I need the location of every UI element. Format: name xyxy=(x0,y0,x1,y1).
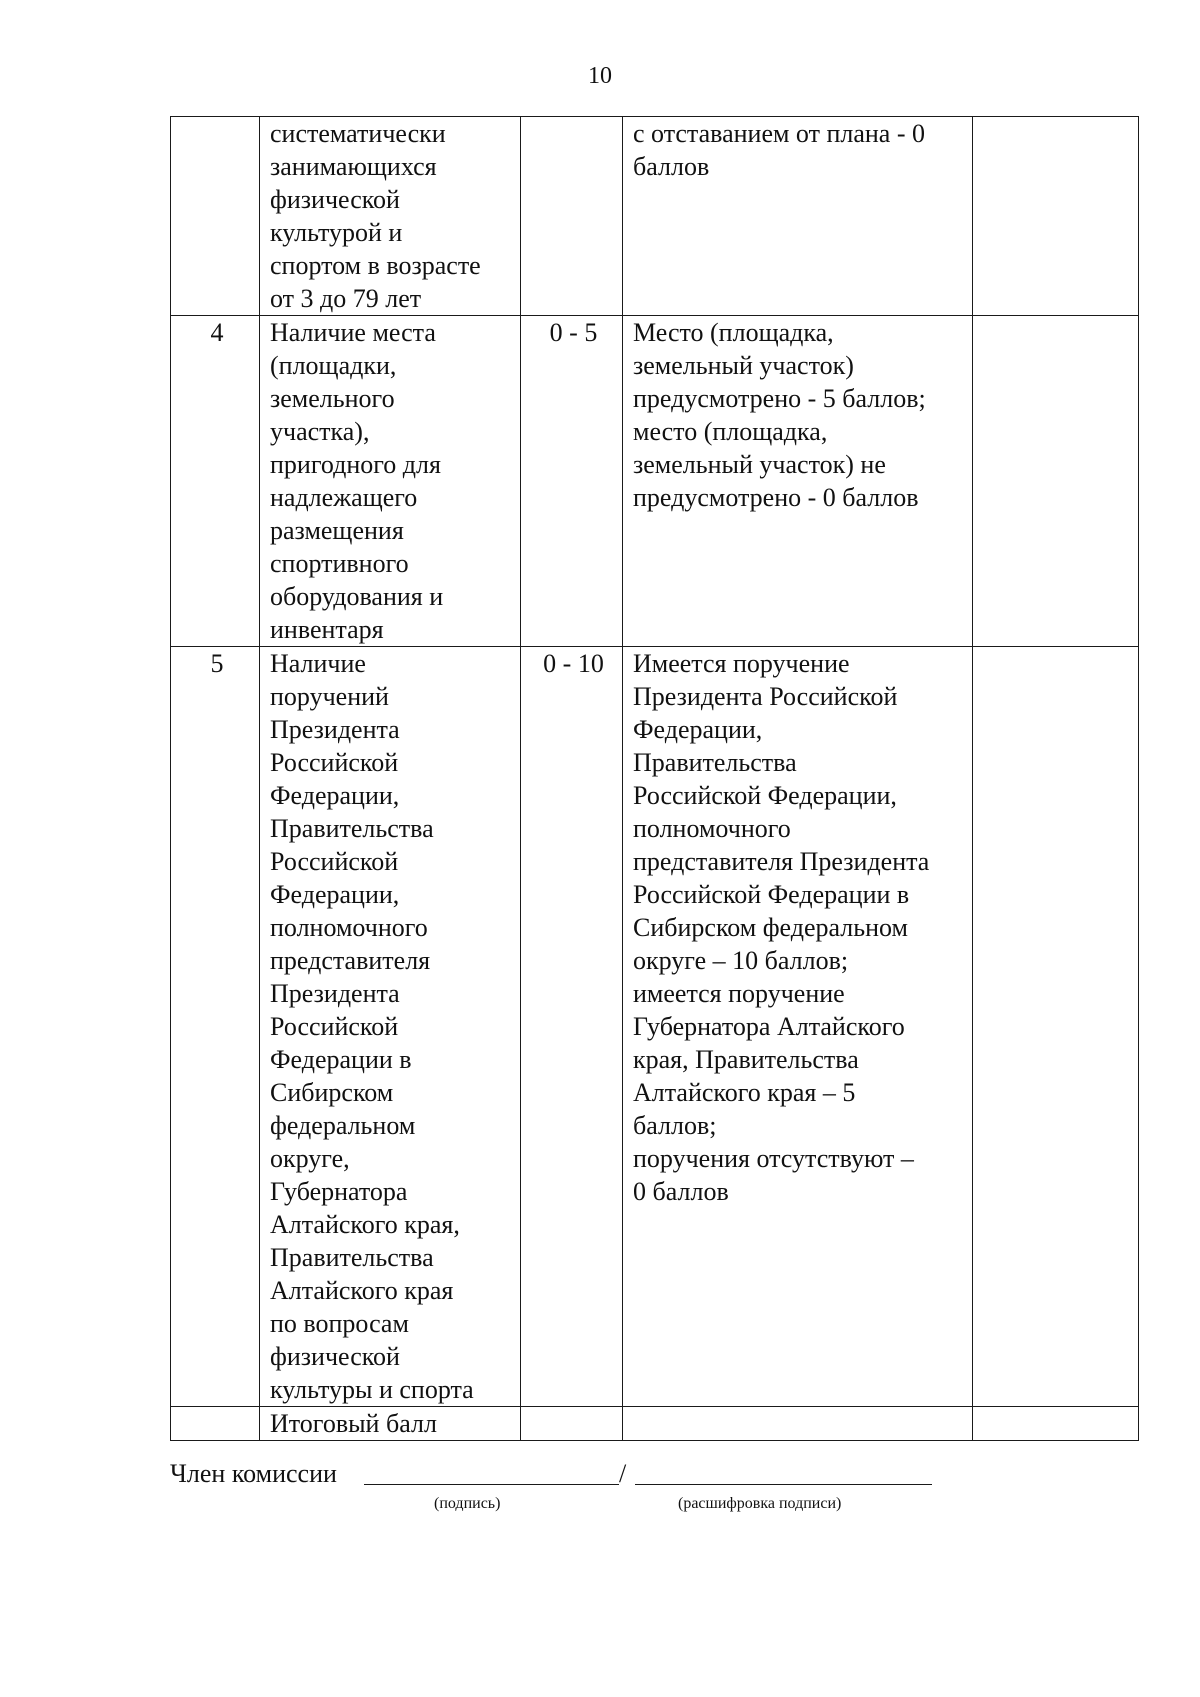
criterion-name-line: Алтайского края, xyxy=(270,1210,460,1239)
score-range-cell xyxy=(521,316,623,647)
criterion-name-line: земельного xyxy=(270,384,395,413)
scoring-rule-line: Президента Российской xyxy=(633,682,898,711)
scoring-rule-line: 0 баллов xyxy=(633,1177,729,1206)
criterion-name-line: Губернатора xyxy=(270,1177,408,1206)
scoring-rule-line: земельный участок) xyxy=(633,351,854,380)
score-cell xyxy=(973,117,1139,316)
scoring-rule-line: края, Правительства xyxy=(633,1045,859,1074)
scoring-rule-line: баллов; xyxy=(633,1111,717,1140)
criterion-name-line: систематически xyxy=(270,119,446,148)
criterion-name-line: (площадки, xyxy=(270,351,397,380)
criterion-name-line: оборудования и xyxy=(270,582,444,611)
criterion-name-cell xyxy=(260,117,521,316)
total-range-cell xyxy=(521,1407,623,1441)
table-row xyxy=(171,647,1139,1407)
criteria-table-body xyxy=(171,117,1139,1441)
signature-block xyxy=(170,1458,1070,1538)
scoring-rule-line: Правительства xyxy=(633,748,797,777)
scoring-rule-line: полномочного xyxy=(633,814,791,843)
criterion-name-line: культурой и xyxy=(270,218,403,247)
criterion-name-line: физической xyxy=(270,185,400,214)
total-label: Итоговый балл xyxy=(270,1409,437,1438)
criterion-name-cell xyxy=(260,647,521,1407)
scoring-rule-line: земельный участок) не xyxy=(633,450,886,479)
criterion-name-line: Федерации, xyxy=(270,781,400,810)
total-rule-cell xyxy=(623,1407,973,1441)
criterion-name-line: Сибирском xyxy=(270,1078,394,1107)
criterion-name-line: федеральном xyxy=(270,1111,416,1140)
scoring-rule-cell xyxy=(623,647,973,1407)
signature-line[interactable] xyxy=(364,1484,619,1485)
criterion-name-line: по вопросам xyxy=(270,1309,409,1338)
criterion-name-line: культуры и спорта xyxy=(270,1375,474,1404)
scoring-rule-line: Федерации, xyxy=(633,715,763,744)
criterion-name-line: Российской xyxy=(270,1012,399,1041)
scoring-rule-line: Место (площадка, xyxy=(633,318,834,347)
score-cell xyxy=(973,316,1139,647)
criterion-name-line: Российской xyxy=(270,748,399,777)
criterion-name-line: участка), xyxy=(270,417,370,446)
criterion-name-cell xyxy=(260,316,521,647)
row-number-cell xyxy=(171,117,260,316)
row-number: 4 xyxy=(210,318,224,347)
criteria-table xyxy=(170,116,1139,1441)
total-score-cell xyxy=(973,1407,1139,1441)
criterion-name-line: Правительства xyxy=(270,1243,434,1272)
criterion-name-line: Федерации в xyxy=(270,1045,412,1074)
criterion-name-line: физической xyxy=(270,1342,400,1371)
total-label-cell xyxy=(260,1407,521,1441)
scoring-rule-line: баллов xyxy=(633,152,710,181)
scoring-rule-line: предусмотрено - 0 баллов xyxy=(633,483,919,512)
criterion-name-line: пригодного для xyxy=(270,450,441,479)
criterion-name-line: Наличие места xyxy=(270,318,436,347)
scoring-rule-line: Губернатора Алтайского xyxy=(633,1012,905,1041)
scoring-rule-cell xyxy=(623,316,973,647)
scoring-rule-line: округе – 10 баллов; xyxy=(633,946,849,975)
criterion-name-line: представителя xyxy=(270,946,431,975)
criterion-name-line: размещения xyxy=(270,516,404,545)
criterion-name-line: инвентаря xyxy=(270,615,384,644)
score-range-cell xyxy=(521,647,623,1407)
signature-decoding-caption: (расшифровка подписи) xyxy=(678,1495,842,1512)
criterion-name-line: спортивного xyxy=(270,549,409,578)
scoring-rule-line: место (площадка, xyxy=(633,417,828,446)
criterion-name-line: спортом в возрасте xyxy=(270,251,481,280)
page-number: 10 xyxy=(588,63,612,89)
signature-separator: / xyxy=(619,1459,627,1488)
scoring-rule-cell xyxy=(623,117,973,316)
commission-member-label: Член комиссии xyxy=(170,1459,337,1488)
table-row xyxy=(171,316,1139,647)
row-number: 5 xyxy=(210,649,224,678)
table-row xyxy=(171,117,1139,316)
scoring-rule-line: с отставанием от плана - 0 xyxy=(633,119,925,148)
scoring-rule-line: предусмотрено - 5 баллов; xyxy=(633,384,926,413)
scoring-rule-line: имеется поручение xyxy=(633,979,845,1008)
criterion-name-line: Правительства xyxy=(270,814,434,843)
signature-caption: (подпись) xyxy=(434,1495,501,1512)
total-number-cell xyxy=(171,1407,260,1441)
score-cell xyxy=(973,647,1139,1407)
criterion-name-line: Алтайского края xyxy=(270,1276,454,1305)
score-range: 0 - 10 xyxy=(543,649,604,678)
criterion-name-line: Президента xyxy=(270,979,400,1008)
criterion-name-line: поручений xyxy=(270,682,389,711)
criterion-name-line: Российской xyxy=(270,847,399,876)
scoring-rule-line: Российской Федерации в xyxy=(633,880,910,909)
criterion-name-line: полномочного xyxy=(270,913,428,942)
scoring-rule-line: Сибирском федеральном xyxy=(633,913,908,942)
scoring-rule-line: поручения отсутствуют – xyxy=(633,1144,914,1173)
criterion-name-line: от 3 до 79 лет xyxy=(270,284,422,313)
criterion-name-line: занимающихся xyxy=(270,152,437,181)
scoring-rule-line: Российской Федерации, xyxy=(633,781,897,810)
signature-decoding-line[interactable] xyxy=(635,1484,932,1485)
scoring-rule-line: Имеется поручение xyxy=(633,649,850,678)
row-number-cell xyxy=(171,316,260,647)
criterion-name-line: Федерации, xyxy=(270,880,400,909)
score-range-cell xyxy=(521,117,623,316)
criterion-name-line: округе, xyxy=(270,1144,350,1173)
row-number-cell xyxy=(171,647,260,1407)
criterion-name-line: Наличие xyxy=(270,649,366,678)
score-range: 0 - 5 xyxy=(549,318,598,347)
criterion-name-line: надлежащего xyxy=(270,483,418,512)
criterion-name-line: Президента xyxy=(270,715,400,744)
scoring-rule-line: представителя Президента xyxy=(633,847,930,876)
total-row xyxy=(171,1407,1139,1441)
scoring-rule-line: Алтайского края – 5 xyxy=(633,1078,856,1107)
